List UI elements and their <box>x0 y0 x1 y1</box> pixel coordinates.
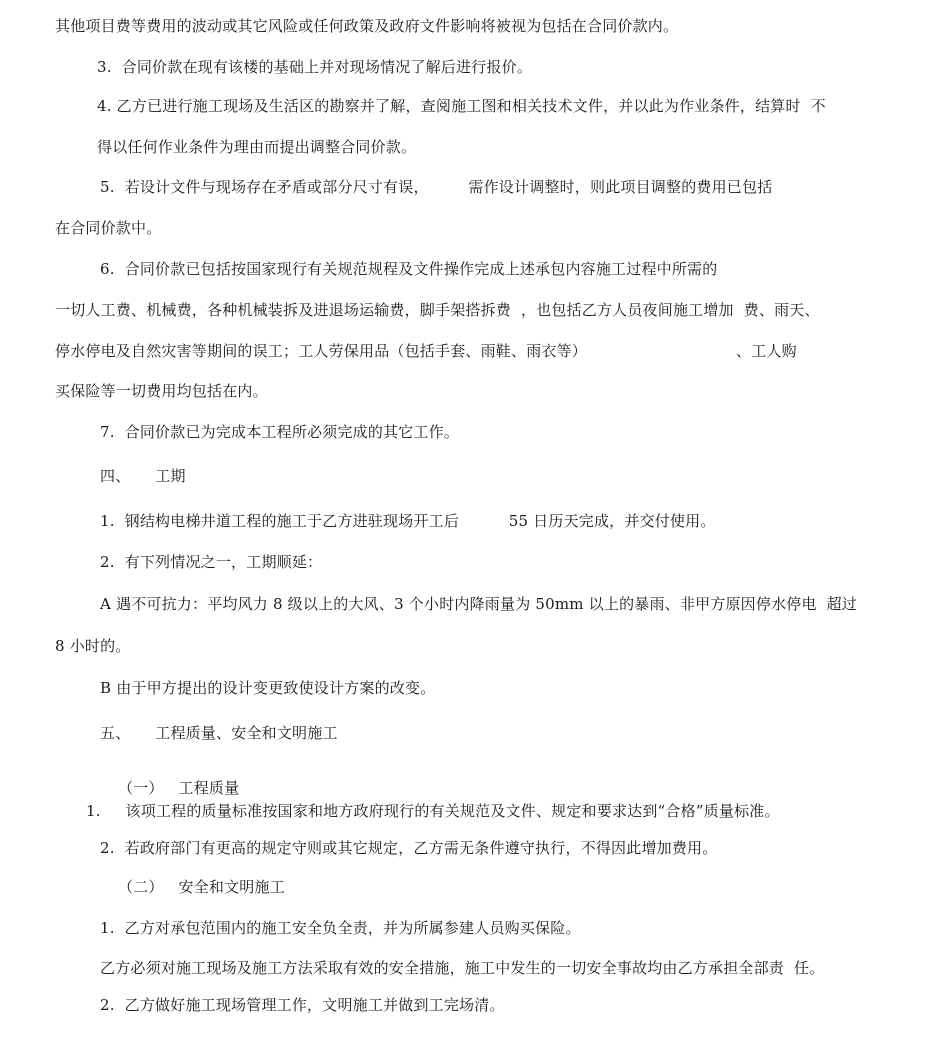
paragraph-line: 1. 该项工程的质量标准按国家和地方政府现行的有关规范及文件、规定和要求达到“合格”质量标准。 <box>86 802 780 820</box>
section-heading: 四、 工期 <box>100 467 186 485</box>
paragraph-line: 8 小时的。 <box>55 637 131 655</box>
paragraph-line: 2. 乙方做好施工现场管理工作，文明施工并做到工完场清。 <box>100 996 505 1014</box>
paragraph-line: 5. 若设计文件与现场存在矛盾或部分尺寸有误， 需作设计调整时，则此项目调整的费用已包括 <box>100 178 773 196</box>
paragraph-line: 买保险等一切费用均包括在内。 <box>55 382 268 400</box>
paragraph-line: 其他项目费等费用的波动或其它风险或任何政策及政府文件影响将被视为包括在合同价款内。 <box>55 17 679 35</box>
paragraph-line: 3. 合同价款在现有该楼的基础上并对现场情况了解后进行报价。 <box>97 58 533 76</box>
paragraph-line: 2. 若政府部门有更高的规定守则或其它规定，乙方需无条件遵守执行，不得因此增加费用。 <box>100 839 718 857</box>
paragraph-line: 在合同价款中。 <box>55 219 162 237</box>
subsection-heading: （二） 安全和文明施工 <box>118 878 285 896</box>
paragraph-line: 停水停电及自然灾害等期间的误工；工人劳保用品（包括手套、雨鞋、雨衣等） 、工人购 <box>55 342 797 360</box>
paragraph-line: 4. 乙方已进行施工现场及生活区的勘察并了解，查阅施工图和相关技术文件，并以此为作业条件，结算时 不 <box>97 97 826 115</box>
paragraph-line: 乙方必须对施工现场及施工方法采取有效的安全措施，施工中发生的一切安全事故均由乙方承担全部责 任。 <box>100 959 825 977</box>
paragraph-line: 一切人工费、机械费，各种机械装拆及进退场运输费，脚手架搭拆费 ，也包括乙方人员夜间施工增加 费、雨天、 <box>55 301 820 319</box>
paragraph-line: 7. 合同价款已为完成本工程所必须完成的其它工作。 <box>100 423 460 441</box>
subsection-heading: （一） 工程质量 <box>118 779 240 797</box>
paragraph-line: 2. 有下列情况之一，工期顺延： <box>100 553 323 571</box>
paragraph-line: B 由于甲方提出的设计变更致使设计方案的改变。 <box>100 679 436 697</box>
paragraph-line: 6. 合同价款已包括按国家现行有关规范规程及文件操作完成上述承包内容施工过程中所需的 <box>100 260 718 278</box>
paragraph-line: 1. 乙方对承包范围内的施工安全负全责，并为所属参建人员购买保险。 <box>100 919 581 937</box>
paragraph-line: A 遇不可抗力：平均风力 8 级以上的大风、3 个小时内降雨量为 50mm 以上的暴雨、非甲方原因停水停电 超过 <box>100 595 858 613</box>
section-heading: 五、 工程质量、安全和文明施工 <box>100 724 338 742</box>
paragraph-line: 得以任何作业条件为理由而提出调整合同价款。 <box>97 138 417 156</box>
paragraph-line: 1. 钢结构电梯井道工程的施工于乙方进驻现场开工后 55 日历天完成，并交付使用。 <box>100 512 716 530</box>
